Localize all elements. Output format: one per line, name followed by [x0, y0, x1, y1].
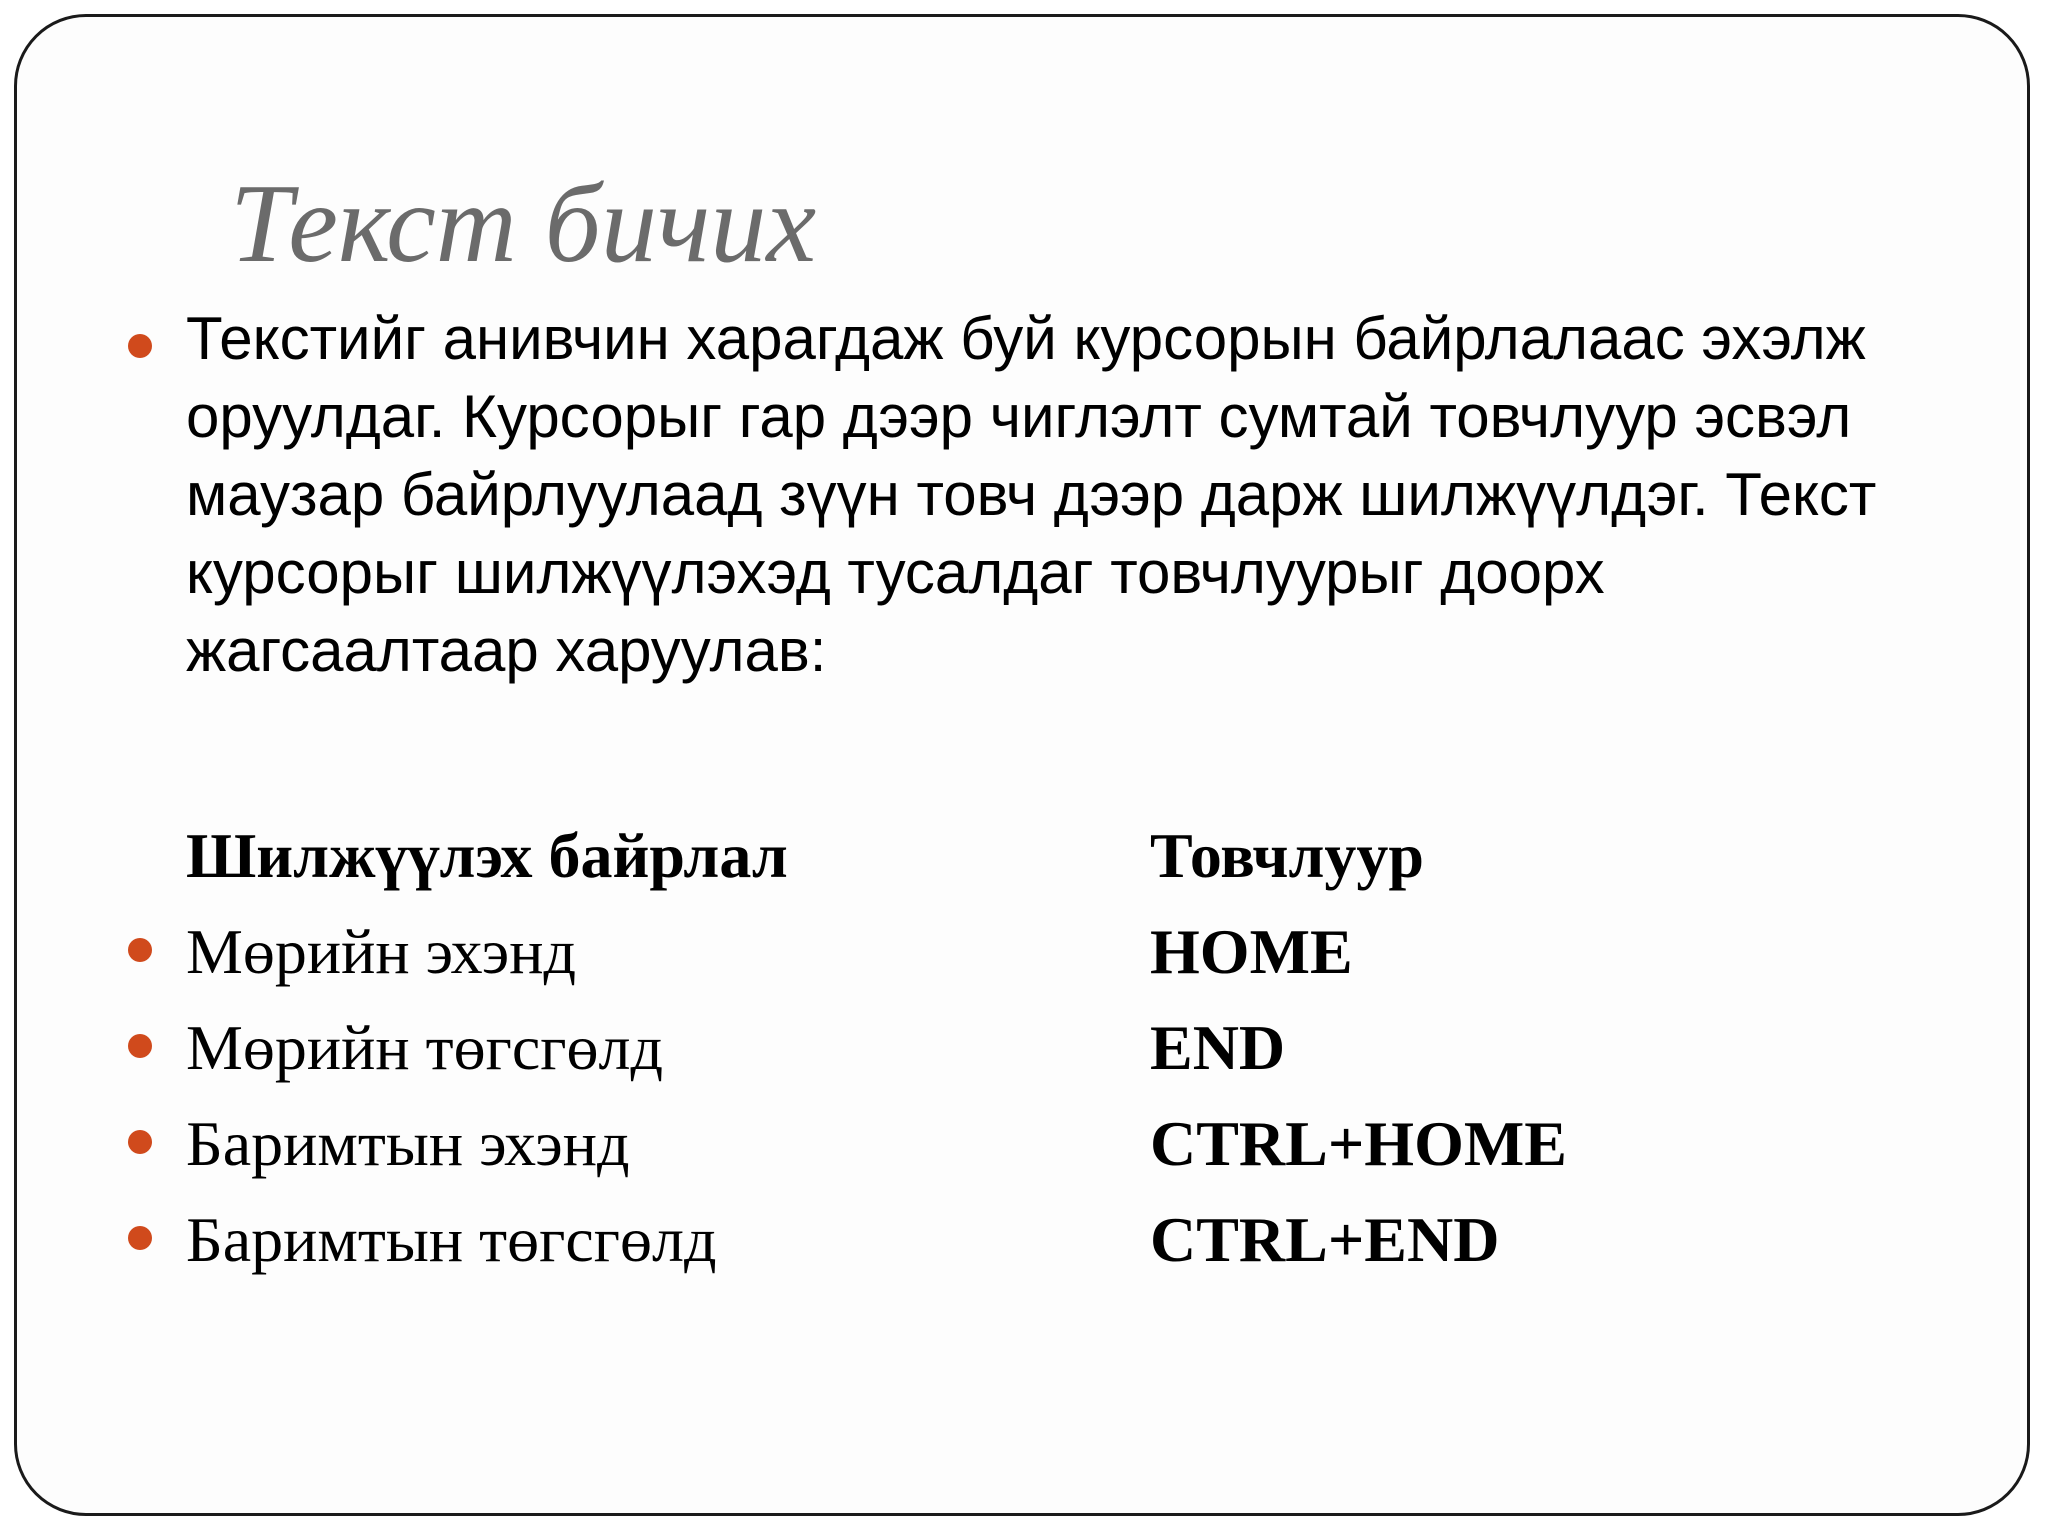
table-row-key: CTRL+HOME: [1150, 1108, 1567, 1179]
intro-paragraph: Текстийг анивчин харагдаж буй курсорын байрлалаас эхэлж оруулдаг. Курсорыг гар дээр чиглэлт сумтай товчлуур эсвэл маузар байрлуулаад зүүн товч дээр дарж шилжүүлдэг. Текст курсорыг шилжүүлэхэд тусалдаг товчлуурыг доорх жагсаалтаар харуулав:: [186, 305, 1877, 684]
table-row-key: HOME: [1150, 916, 1353, 987]
table-row-position: Баримтын төгсгөлд: [186, 1204, 717, 1275]
bullet-icon: [128, 938, 152, 962]
table-header-position: Шилжүүлэх байрлал: [186, 820, 788, 891]
bullet-icon: [128, 1034, 152, 1058]
table-row-position: Мөрийн эхэнд: [186, 916, 577, 987]
bullet-icon: [128, 1130, 152, 1154]
table-row-key: CTRL+END: [1150, 1204, 1500, 1275]
table-row-position: Баримтын эхэнд: [186, 1108, 630, 1179]
table-row-position: Мөрийн төгсгөлд: [186, 1012, 664, 1083]
bullet-icon: [128, 334, 152, 358]
table-row-key: END: [1150, 1012, 1286, 1083]
bullet-icon: [128, 1226, 152, 1250]
slide-title: Текст бичих: [230, 162, 817, 286]
table-header-key: Товчлуур: [1150, 820, 1424, 891]
